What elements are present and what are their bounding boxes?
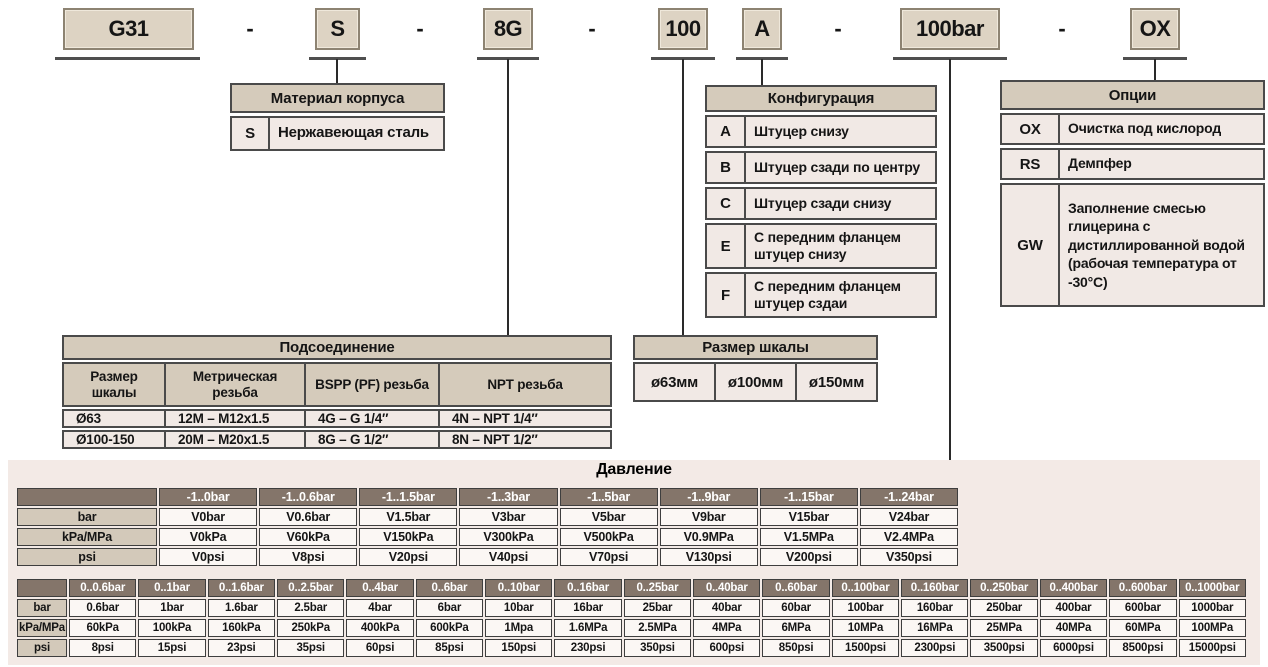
table-cell: 100MPa	[1179, 619, 1247, 637]
options-table	[1000, 80, 1265, 307]
code-separator: -	[834, 16, 842, 41]
table-cell: 150psi	[485, 639, 552, 657]
table-cell: 25MPa	[970, 619, 1037, 637]
configuration-key: B	[707, 153, 746, 182]
code-segment-label: A	[754, 16, 770, 41]
table-cell: V60kPa	[259, 528, 357, 546]
table-cell: 12M – M12x1.5	[166, 411, 306, 426]
table-cell: 16MPa	[901, 619, 968, 637]
table-cell: V300kPa	[459, 528, 557, 546]
table-cell: V20psi	[359, 548, 457, 566]
range-header: 0..6bar	[416, 579, 483, 597]
range-header: 0..16bar	[554, 579, 621, 597]
table-row	[705, 115, 937, 148]
table-cell: 40bar	[693, 599, 760, 617]
code-segment-label: 100bar	[916, 16, 984, 41]
range-header: 0..2.5bar	[277, 579, 344, 597]
pressure-range-header-row	[17, 579, 1246, 597]
table-cell: 160bar	[901, 599, 968, 617]
connection-table	[62, 335, 612, 449]
table-cell: 850psi	[762, 639, 829, 657]
row-label: psi	[17, 548, 157, 566]
table-row	[17, 639, 1246, 657]
configuration-desc: Штуцер сзади снизу	[754, 194, 892, 211]
table-cell: 1.6bar	[208, 599, 275, 617]
range-header: 0..10bar	[485, 579, 552, 597]
range-header: 0..1.6bar	[208, 579, 275, 597]
scale-size-table-title: Размер шкалы	[633, 335, 878, 360]
row-label: bar	[17, 508, 157, 526]
range-header: -1..3bar	[459, 488, 557, 506]
table-cell: V3bar	[459, 508, 557, 526]
table-cell: V1.5bar	[359, 508, 457, 526]
row-label: psi	[17, 639, 67, 657]
row-label: kPa/MPa	[17, 619, 67, 637]
table-cell: 400bar	[1040, 599, 1107, 617]
table-cell: 6bar	[416, 599, 483, 617]
table-cell: V8psi	[259, 548, 357, 566]
table-cell: V150kPa	[359, 528, 457, 546]
table-cell: 4bar	[346, 599, 413, 617]
table-cell: V0psi	[159, 548, 257, 566]
range-header: -1..0bar	[159, 488, 257, 506]
table-cell: 60kPa	[69, 619, 136, 637]
column-header	[306, 364, 440, 405]
table-row	[705, 151, 937, 184]
positive-pressure-table	[15, 577, 1248, 659]
table-cell: 10MPa	[832, 619, 899, 637]
options-key: GW	[1002, 185, 1060, 305]
options-desc: Заполнение смесью глицерина с дистиллированной водой (рабочая температура от -30°C)	[1068, 199, 1245, 290]
table-cell: 40MPa	[1040, 619, 1107, 637]
table-row	[17, 528, 958, 546]
table-row	[17, 548, 958, 566]
configuration-key: A	[707, 117, 746, 146]
connector-connection	[507, 59, 509, 335]
table-cell: V15bar	[760, 508, 858, 526]
range-header: 0..100bar	[832, 579, 899, 597]
table-cell: Ø63	[64, 411, 166, 426]
range-header: 0..25bar	[624, 579, 691, 597]
table-cell: 23psi	[208, 639, 275, 657]
configuration-desc: С передним фланцем штуцер снизу	[754, 228, 901, 262]
table-row	[62, 409, 612, 428]
configuration-table	[705, 85, 937, 318]
table-cell: V2.4MPa	[860, 528, 958, 546]
code-segment-label: 100	[665, 16, 701, 41]
configuration-desc: С передним фланцем штуцер сздаи	[754, 277, 901, 311]
table-cell: 400kPa	[346, 619, 413, 637]
corner-cell	[17, 488, 157, 506]
configuration-desc: Штуцер снизу	[754, 122, 849, 139]
table-cell: Ø100-150	[64, 432, 166, 447]
column-header-label: BSPP (PF) резьба	[315, 376, 429, 392]
table-cell: V70psi	[560, 548, 658, 566]
options-desc: Очистка под кислород	[1068, 120, 1222, 137]
table-cell: V5bar	[560, 508, 658, 526]
configuration-key: E	[707, 225, 746, 267]
connector-pressure	[949, 59, 951, 460]
material-table-title: Материал корпуса	[230, 83, 445, 113]
connector-options	[1154, 59, 1156, 82]
table-cell: 160kPa	[208, 619, 275, 637]
table-cell: 4G – G 1/4″	[306, 411, 440, 426]
table-row	[705, 223, 937, 269]
configuration-desc: Штуцер сзади по центру	[754, 158, 920, 175]
connector-material	[336, 59, 338, 83]
table-cell: 60bar	[762, 599, 829, 617]
code-separator: -	[246, 16, 254, 41]
connection-header-row	[62, 362, 612, 407]
range-header: 0..40bar	[693, 579, 760, 597]
table-cell: V200psi	[760, 548, 858, 566]
table-cell: V1.5MPa	[760, 528, 858, 546]
table-row	[17, 508, 958, 526]
code-segment-label: 8G	[493, 16, 523, 41]
range-header: 0..60bar	[762, 579, 829, 597]
table-cell: ø63мм	[635, 364, 716, 400]
code-segment-connection	[483, 8, 533, 50]
connector-scale-size	[682, 59, 684, 335]
table-row	[705, 187, 937, 220]
table-cell: 600kPa	[416, 619, 483, 637]
table-cell: 1Mpa	[485, 619, 552, 637]
table-cell: V0.6bar	[259, 508, 357, 526]
table-row	[1000, 113, 1265, 145]
table-cell: V350psi	[860, 548, 958, 566]
scale-size-table	[633, 335, 878, 402]
table-cell: 1500psi	[832, 639, 899, 657]
code-segment-label: G31	[108, 16, 149, 41]
table-cell: V9bar	[660, 508, 758, 526]
code-segment-material	[315, 8, 360, 50]
range-header: -1..15bar	[760, 488, 858, 506]
table-cell: 0.6bar	[69, 599, 136, 617]
range-header: 0..400bar	[1040, 579, 1107, 597]
table-cell: 6000psi	[1040, 639, 1107, 657]
table-cell: 3500psi	[970, 639, 1037, 657]
table-cell: 25bar	[624, 599, 691, 617]
range-header: 0..1bar	[138, 579, 205, 597]
segment-underline	[55, 57, 200, 60]
table-cell: 20M – M20x1.5	[166, 432, 306, 447]
table-cell: 35psi	[277, 639, 344, 657]
connector-configuration	[761, 59, 763, 86]
table-row	[1000, 148, 1265, 180]
column-header-label: NPT резьба	[487, 376, 563, 392]
pressure-section	[8, 460, 1260, 665]
range-header: -1..24bar	[860, 488, 958, 506]
column-header-label: Размер шкалы	[90, 369, 138, 400]
code-segment-scale-size	[658, 8, 708, 50]
configuration-key: C	[707, 189, 746, 218]
table-cell: 16bar	[554, 599, 621, 617]
configuration-table-title: Конфигурация	[705, 85, 937, 112]
table-cell: 1.6MPa	[554, 619, 621, 637]
range-header: 0..160bar	[901, 579, 968, 597]
corner-cell	[17, 579, 67, 597]
code-segment-model	[63, 8, 194, 50]
code-segment-label: S	[330, 16, 345, 41]
code-segment-label: OX	[1139, 16, 1171, 41]
table-cell: V130psi	[660, 548, 758, 566]
range-header: 0..0.6bar	[69, 579, 136, 597]
connection-table-title: Подсоединение	[62, 335, 612, 360]
table-cell: 60psi	[346, 639, 413, 657]
options-key: RS	[1002, 150, 1060, 178]
column-header	[64, 364, 166, 405]
code-separator: -	[588, 16, 596, 41]
pressure-section-title: Давление	[596, 461, 672, 478]
table-row	[1000, 183, 1265, 307]
table-cell: 100kPa	[138, 619, 205, 637]
options-desc: Демпфер	[1068, 155, 1132, 172]
table-cell: 10bar	[485, 599, 552, 617]
code-segment-options	[1130, 8, 1180, 50]
table-row	[633, 362, 878, 402]
table-cell: 600bar	[1109, 599, 1176, 617]
material-key: S	[232, 118, 270, 149]
table-cell: 85psi	[416, 639, 483, 657]
range-header: -1..9bar	[660, 488, 758, 506]
table-cell: V40psi	[459, 548, 557, 566]
range-header: -1..5bar	[560, 488, 658, 506]
table-cell: 4MPa	[693, 619, 760, 637]
table-cell: 8psi	[69, 639, 136, 657]
table-cell: V0kPa	[159, 528, 257, 546]
table-cell: 2.5bar	[277, 599, 344, 617]
table-cell: 230psi	[554, 639, 621, 657]
table-cell: 15psi	[138, 639, 205, 657]
table-cell: 4N – NPT 1/4″	[452, 411, 538, 426]
table-row	[17, 599, 1246, 617]
options-key: OX	[1002, 115, 1060, 143]
code-separator: -	[416, 16, 424, 41]
vacuum-pressure-table	[15, 486, 960, 568]
range-header: 0..600bar	[1109, 579, 1176, 597]
table-cell: 8500psi	[1109, 639, 1176, 657]
table-cell: ø150мм	[808, 373, 865, 391]
range-header: -1..0.6bar	[259, 488, 357, 506]
code-segment-configuration	[742, 8, 782, 50]
material-table	[230, 83, 445, 151]
code-segment-pressure	[900, 8, 1000, 50]
range-header: 0..1000bar	[1179, 579, 1247, 597]
column-header-label: Метрическая резьба	[192, 369, 278, 400]
table-cell: 8N – NPT 1/2″	[452, 432, 538, 447]
table-cell: 1bar	[138, 599, 205, 617]
code-separator: -	[1058, 16, 1066, 41]
row-label: kPa/MPa	[17, 528, 157, 546]
table-cell: ø100мм	[716, 364, 797, 400]
table-row	[705, 272, 937, 318]
table-cell: 1000bar	[1179, 599, 1247, 617]
table-row	[17, 619, 1246, 637]
table-cell: 600psi	[693, 639, 760, 657]
table-cell: 250bar	[970, 599, 1037, 617]
pressure-range-header-row	[17, 488, 958, 506]
table-row	[62, 430, 612, 449]
range-header: 0..4bar	[346, 579, 413, 597]
table-cell: 250kPa	[277, 619, 344, 637]
range-header: -1..1.5bar	[359, 488, 457, 506]
table-cell: 60MPa	[1109, 619, 1176, 637]
table-cell: 15000psi	[1179, 639, 1247, 657]
row-label: bar	[17, 599, 67, 617]
table-cell: 2.5MPa	[624, 619, 691, 637]
column-header	[166, 364, 306, 405]
table-cell: 100bar	[832, 599, 899, 617]
options-table-title: Опции	[1000, 80, 1265, 110]
table-cell: 2300psi	[901, 639, 968, 657]
table-cell: V0bar	[159, 508, 257, 526]
table-cell: 8G – G 1/2″	[306, 432, 440, 447]
table-cell: V24bar	[860, 508, 958, 526]
table-cell: 6MPa	[762, 619, 829, 637]
column-header	[440, 364, 610, 405]
table-row	[230, 116, 445, 151]
table-cell: 350psi	[624, 639, 691, 657]
material-desc: Нержавеющая сталь	[278, 124, 429, 142]
configuration-key: F	[707, 274, 746, 316]
table-cell: V500kPa	[560, 528, 658, 546]
range-header: 0..250bar	[970, 579, 1037, 597]
table-cell: V0.9MPa	[660, 528, 758, 546]
